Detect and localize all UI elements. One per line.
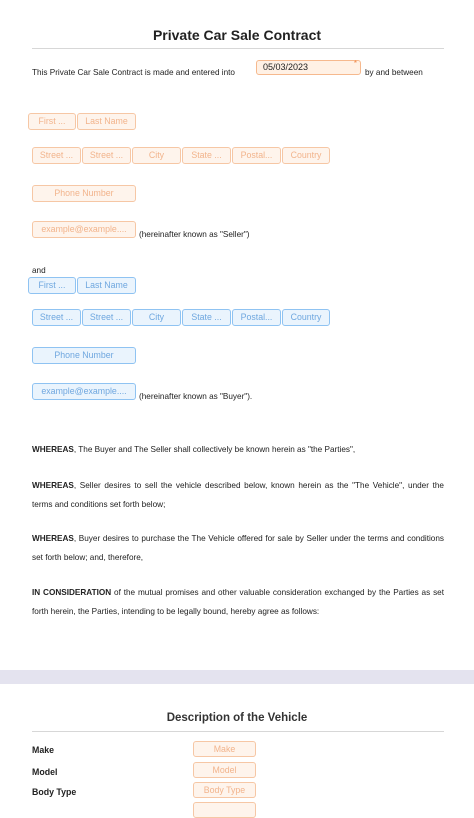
clause-text: , The Buyer and The Seller shall collectively be known herein as "the Parties", (73, 445, 356, 454)
date-value: 05/03/2023 (263, 62, 309, 72)
seller-postal-field[interactable]: Postal... (232, 147, 281, 164)
seller-street2-field[interactable]: Street ... (82, 147, 131, 164)
next-vehicle-field[interactable] (193, 802, 256, 818)
buyer-city-field[interactable]: City (132, 309, 181, 326)
seller-last-name-field[interactable]: Last Name (77, 113, 136, 130)
seller-known-as: (hereinafter known as "Seller") (139, 230, 250, 239)
model-label: Model (32, 767, 58, 777)
intro-text: This Private Car Sale Contract is made and entered into (32, 68, 235, 77)
required-asterisk: * (353, 59, 357, 68)
page-break-band (0, 670, 474, 684)
clause-seller-desire (32, 476, 444, 514)
body-type-field[interactable]: Body Type (193, 782, 256, 798)
make-field[interactable]: Make (193, 741, 256, 757)
clause-text: of the mutual promises and other valuable consideration exchanged by the Parties as set forth herein, the Parties, intending to be legally bound, hereby agree as follows: (32, 588, 444, 616)
section-divider (32, 731, 444, 732)
buyer-street2-field[interactable]: Street ... (82, 309, 131, 326)
buyer-state-field[interactable]: State ... (182, 309, 231, 326)
model-field[interactable]: Model (193, 762, 256, 778)
seller-first-name-field[interactable]: First ... (28, 113, 76, 130)
buyer-known-as: (hereinafter known as "Buyer"). (139, 392, 253, 401)
seller-email-field[interactable]: example@example.... (32, 221, 136, 238)
buyer-email-field[interactable]: example@example.... (32, 383, 136, 400)
clause-parties (32, 440, 444, 459)
clause-lead: WHEREAS (32, 445, 74, 454)
vehicle-section-title: Description of the Vehicle (166, 712, 308, 724)
buyer-first-name-field[interactable]: First ... (28, 277, 76, 294)
clause-consideration (32, 583, 444, 621)
buyer-phone-field[interactable]: Phone Number (32, 347, 136, 364)
seller-state-field[interactable]: State ... (182, 147, 231, 164)
body-type-label: Body Type (32, 787, 77, 797)
make-label: Make (32, 745, 55, 755)
buyer-country-field[interactable]: Country (282, 309, 330, 326)
clause-text: , Seller desires to sell the vehicle described below, known herein as the "The Vehicle", under the terms and conditions set forth below; (32, 481, 444, 509)
clause-lead: WHEREAS (32, 534, 74, 543)
intro-text-end: by and between (365, 68, 423, 77)
clause-lead: IN CONSIDERATION (32, 588, 112, 597)
clause-text: , Buyer desires to purchase the The Vehicle offered for sale by Seller under the terms and conditions set forth below; and, therefore, (32, 534, 444, 562)
seller-street1-field[interactable]: Street ... (32, 147, 81, 164)
clause-lead: WHEREAS (32, 481, 74, 490)
buyer-last-name-field[interactable]: Last Name (77, 277, 136, 294)
seller-phone-field[interactable]: Phone Number (32, 185, 136, 202)
title-divider (32, 48, 444, 49)
and-text: and (32, 266, 46, 275)
seller-country-field[interactable]: Country (282, 147, 330, 164)
page-title: Private Car Sale Contract (152, 27, 322, 43)
buyer-street1-field[interactable]: Street ... (32, 309, 81, 326)
contract-date-field[interactable] (256, 60, 361, 75)
buyer-postal-field[interactable]: Postal... (232, 309, 281, 326)
clause-buyer-desire (32, 529, 444, 567)
seller-city-field[interactable]: City (132, 147, 181, 164)
